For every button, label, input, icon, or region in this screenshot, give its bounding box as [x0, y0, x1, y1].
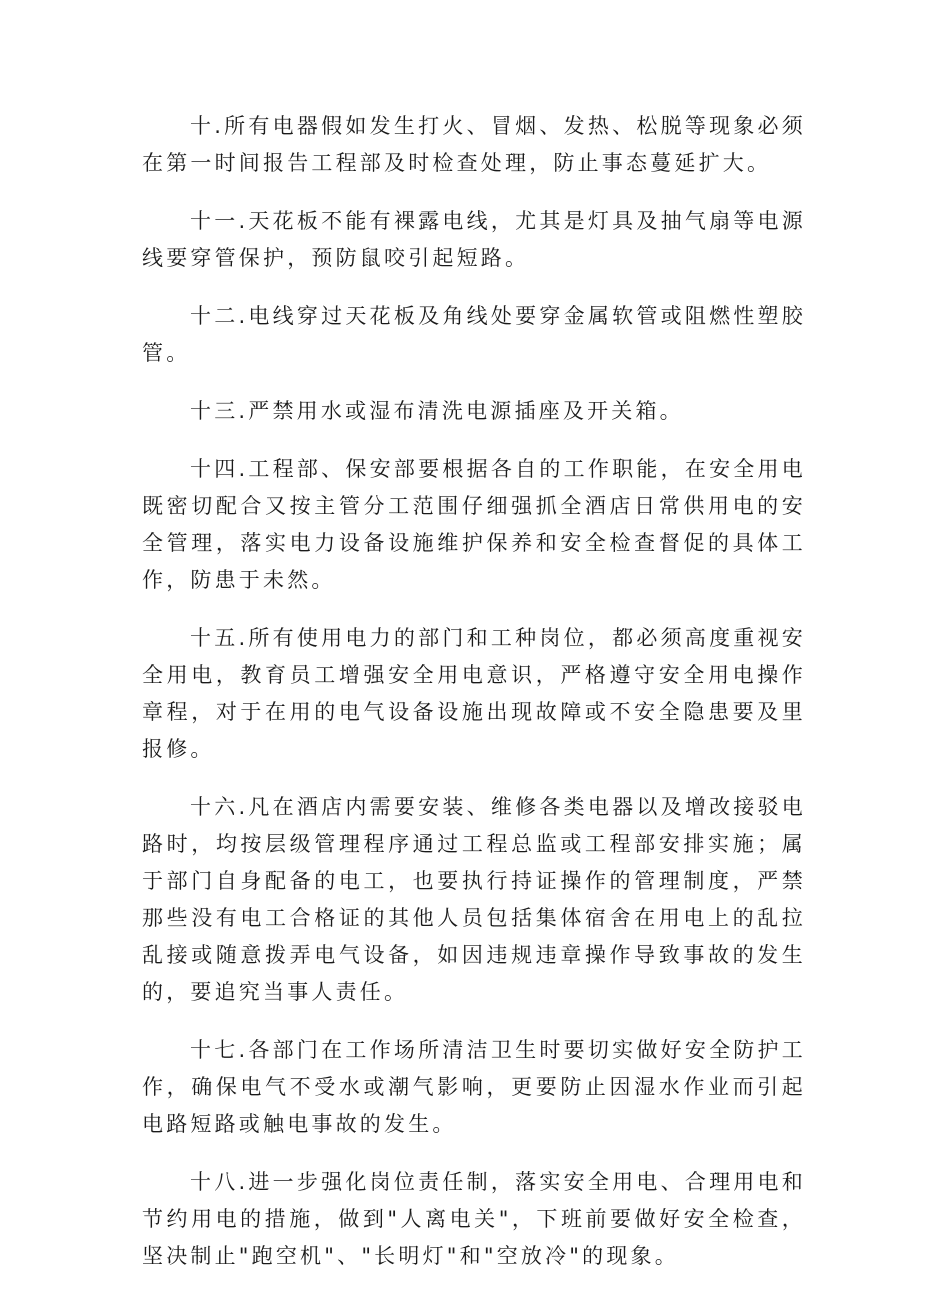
paragraph-17: 十七.各部门在工作场所清洁卫生时要切实做好安全防护工作，确保电气不受水或潮气影响，更要防止因湿水作业而引起电路短路或触电事故的发生。 [142, 1038, 806, 1136]
paragraph-11: 十一.天花板不能有裸露电线，尤其是灯具及抽气扇等电源线要穿管保护，预防鼠咬引起短路。 [142, 209, 806, 270]
paragraph-18: 十八.进一步强化岗位责任制，落实安全用电、合理用电和节约用电的措施，做到"人离电关"，下班前要做好安全检查，坚决制止"跑空机"、"长明灯"和"空放冷"的现象。 [142, 1170, 806, 1268]
paragraph-15: 十五.所有使用电力的部门和工种岗位，都必须高度重视安全用电，教育员工增强安全用电意识，严格遵守安全用电操作章程，对于在用的电气设备设施出现故障或不安全隐患要及里报修。 [142, 626, 806, 761]
paragraph-16: 十六.凡在酒店内需要安装、维修各类电器以及增改接驳电路时，均按层级管理程序通过工程总监或工程部安排实施；属于部门自身配备的电工，也要执行持证操作的管理制度，严禁那些没有电工合格证的其他人员包括集体宿舍在用电上的乱拉乱接或随意拨弄电气设备，如因违规违章操作导致事故的发生的，要追究当事人责任。 [142, 795, 806, 1004]
paragraph-12: 十二.电线穿过天花板及角线处要穿金属软管或阻燃性塑胶管。 [142, 304, 806, 365]
paragraph-10: 十.所有电器假如发生打火、冒烟、发热、松脱等现象必须在第一时间报告工程部及时检查处理，防止事态蔓延扩大。 [142, 114, 806, 175]
paragraph-13: 十三.严禁用水或湿布清洗电源插座及开关箱。 [190, 399, 684, 423]
paragraph-14: 十四.工程部、保安部要根据各自的工作职能，在安全用电既密切配合又按主管分工范围仔细强抓全酒店日常供用电的安全管理，落实电力设备设施维护保养和安全检查督促的具体工作，防患于未然。 [142, 457, 806, 592]
document-body [142, 108, 806, 1296]
